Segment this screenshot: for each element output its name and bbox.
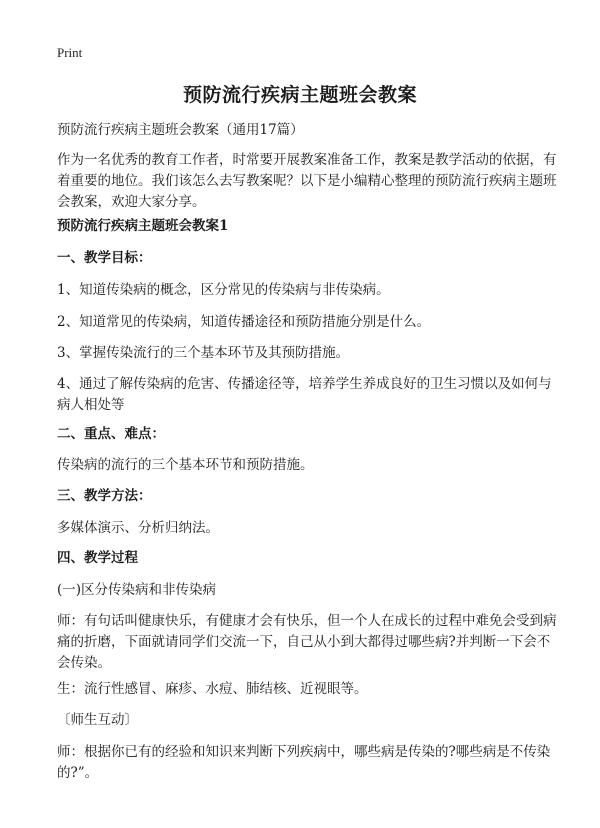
method-heading: 三、教学方法： (57, 488, 152, 504)
interaction-note: 〔师生互动〕 (57, 712, 138, 728)
teacher-paragraph-1: 师：有句话叫健康快乐，有健康才会有快乐，但一个人在成长的过程中难免会受到病痛的折磨，下面就请同学们交流一下，自己从小到大都得过哪些病?并判断一下会不会传染。 (57, 613, 557, 671)
process-heading: 四、教学过程 (57, 550, 138, 566)
teacher-paragraph-2: 师：根据你已有的经验和知识来判断下列疾病中，哪些病是传染的?哪些病是不传染的?”。 (57, 744, 551, 781)
process-subheading: (一)区分传染病和非传染病 (57, 582, 217, 598)
goal-item-2: 2、知道常见的传染病，知道传播途径和预防措施分别是什么。 (57, 314, 431, 330)
key-points-heading: 二、重点、难点： (57, 426, 165, 442)
subtitle: 预防流行疾病主题班会教案（通用17篇） (57, 122, 304, 138)
document-title: 预防流行疾病主题班会教案 (182, 84, 417, 106)
goal-item-3: 3、掌握传染流行的三个基本环节及其预防措施。 (57, 345, 350, 361)
goals-heading: 一、教学目标： (57, 250, 152, 266)
student-paragraph: 生：流行性感冒、麻疹、水痘、肺结核、近视眼等。 (57, 681, 368, 697)
method-text: 多媒体演示、分析归纳法。 (57, 520, 219, 536)
goal-item-4: 4、通过了解传染病的危害、传播途径等，培养学生养成良好的卫生习惯以及如何与病人相处等 (57, 376, 552, 413)
section-title: 预防流行疾病主题班会教案1 (57, 218, 229, 234)
print-label[interactable]: Print (57, 45, 83, 60)
key-points-text: 传染病的流行的三个基本环节和预防措施。 (57, 457, 314, 473)
goal-item-1: 1、知道传染病的概念，区分常见的传染病与非传染病。 (57, 282, 390, 298)
intro-paragraph: 作为一名优秀的教育工作者，时常要开展教案准备工作，教案是教学活动的依据，有着重要的地位。我们该怎么去写教案呢？以下是小编精心整理的预防流行疾病主题班会教案，欢迎大家分享。 (57, 152, 557, 210)
